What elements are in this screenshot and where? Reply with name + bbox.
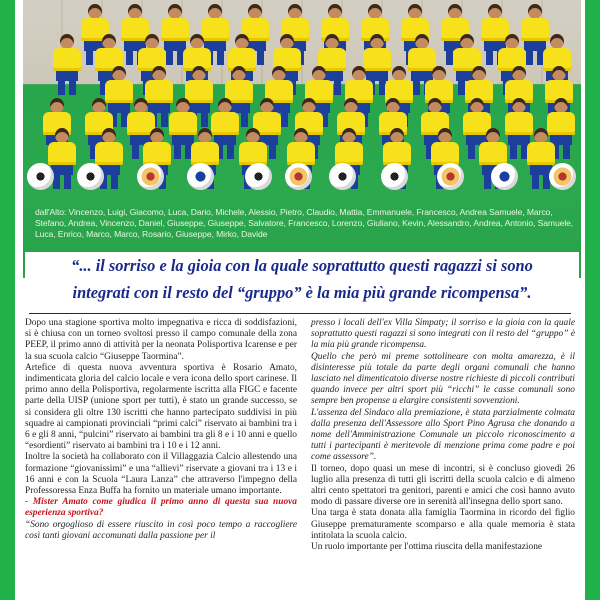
player-head [534,128,548,143]
soccer-ball [245,163,272,190]
soccer-ball [437,163,464,190]
player-shorts [524,41,546,51]
player-head [472,66,486,81]
player-shirt [48,142,76,165]
player-shorts [51,165,73,175]
soccer-ball [549,163,576,190]
player-head [50,98,64,113]
player-legs [526,51,544,65]
player-legs [58,81,76,95]
player-shirt [383,142,411,165]
article-column-left [25,318,297,542]
player-shirt [505,112,533,135]
player-head [438,128,452,143]
player-head [460,34,474,49]
player-head [134,98,148,113]
soccer-ball [137,163,164,190]
newspaper-page [15,0,585,600]
player-shirt [363,48,391,71]
player-shirt [211,112,239,135]
soccer-ball [285,163,312,190]
article-paragraph: Il torneo, dopo quasi un mese di incontri, si è concluso giovedì 26 luglio alla presenza di tutti gli iscritti della scuola calcio e di almeno altri cento spettatori tra genitori, parenti e amici che così hanno avuto modo di passare diverse ore in serenità all'insegna dello sport sano. [311,463,575,508]
player-legs [510,145,528,159]
article-paragraph: Inoltre la società ha collaborato con il Villaggazia Calcio allestendo una formazione “giovanissimi” e una “allievi” riservate a giovani tra i 13 e i 16 anni e con la Scuola “Laura Lanza” che attraverso l'impegno della Professoressa Enza Buffa ha fornito un materiale umano importante. [25,452,297,497]
player-shorts [164,41,186,51]
player-head [232,66,246,81]
article-column-right [311,318,575,553]
player-head [102,128,116,143]
article-paragraph: Artefice di questa nuova avventura sportiva è Rosario Amato, indimenticata gloria del calcio locale e vera icona dello sport carinese. Il primo anno della Polisportiva, regolarmente iscritta alla FIGC e facente parte della UISP (unione sport per tutti), è stato un grande successo, se si considera gli oltre 130 iscritti che hanno partecipato suddivisi in più squadre ai campionati provinciali “primi calci” riservato ai bambini tra i 6 e gli 8 anni, “pulcini” riservato ai bambini tra gli 8 e i 10 anni e quello “esordienti” riservato ai bambini tra i 10 e i 12 anni. [25,362,297,452]
player-head [280,34,294,49]
soccer-ball [77,163,104,190]
player-head [386,98,400,113]
interview-answer-continued: Quello che però mi preme sottolineare con molta amarezza, è il disinteresse più totale da parte degli organi comunali che hanno lasciato nel dimenticatoio diverse nostre richieste di piccoli contributi quando invece per altri sport più “ricchi” le casse comunali sono sempre ben propense a elargire consistenti sovvenzioni. [311,351,575,407]
player-head [88,4,102,19]
player-head [370,34,384,49]
player-shirt [527,142,555,165]
player-head [408,4,422,19]
player-shirt [143,142,171,165]
player-head [260,98,274,113]
interview-answer-continued: presso i locali dell'ex Villa Simpaty; il sorriso e la gioia con la quale soprattutto questi ragazzi si sono integrati con il resto del “gruppo” è la mia più grande ricompensa. [311,318,575,351]
player-shorts [172,135,194,145]
player-head [528,4,542,19]
player-head [552,66,566,81]
player-head [392,66,406,81]
player-head [352,66,366,81]
player-legs [53,175,71,189]
soccer-ball [27,163,54,190]
player-shirt [408,48,436,71]
player-head [288,4,302,19]
article-paragraph: Una targa è stata donata alla famiglia Taormina in ricordo del figlio Giuseppe prematuramente scomparso e alla quale memoria è stata intitolata la scuola calcio. [311,508,575,541]
player-head [312,66,326,81]
player-head [248,4,262,19]
player-shirt [169,112,197,135]
player-head [428,98,442,113]
player-head [302,98,316,113]
player-shirt [287,142,315,165]
player-shorts [508,135,530,145]
player-legs [166,51,184,65]
player-head [342,128,356,143]
player-head [505,34,519,49]
player-head [145,34,159,49]
player-head [512,66,526,81]
player-head [152,66,166,81]
player-head [554,98,568,113]
soccer-ball [329,163,356,190]
player-shirt [53,48,81,71]
soccer-ball [187,163,214,190]
player-head [192,66,206,81]
player-shirt [145,80,173,103]
team-photo [23,0,581,278]
player-head [328,4,342,19]
player-head [112,66,126,81]
player-head [488,4,502,19]
player-shirt [161,18,189,41]
player-head [448,4,462,19]
player-head [92,98,106,113]
player-head [246,128,260,143]
player-head [486,128,500,143]
player-shirt [191,142,219,165]
soccer-ball [381,163,408,190]
player-shirt [479,142,507,165]
player-head [368,4,382,19]
player-head [432,66,446,81]
article-paragraph: Un ruolo importante per l'ottima riuscita della manifestazione [311,542,543,553]
player-shirt [335,142,363,165]
player-head [150,128,164,143]
player-head [325,34,339,49]
player-head [235,34,249,49]
pull-quote-line-1: “... il sorriso e la gioia con la quale soprattutto questi ragazzi si sono [25,252,579,279]
player-shirt [95,142,123,165]
player-head [415,34,429,49]
player-shorts [56,71,78,81]
player-head [60,34,74,49]
player-legs [174,145,192,159]
player-head [550,34,564,49]
player-shirt [201,18,229,41]
interview-question: - Mister Amato come giudica il primo anno di questa sua nuova esperienza sportiva? [25,497,297,519]
player-shirt [431,142,459,165]
player-head [470,98,484,113]
player-head [344,98,358,113]
player-shirt [521,18,549,41]
player-head [272,66,286,81]
soccer-ball [491,163,518,190]
player-legs [532,175,550,189]
player-shorts [108,103,130,113]
photo-caption-names: dall'Alto: Vincenzo, Luigi, Giacomo, Luca, Dario, Michele, Alessio, Pietro, Claudio, Mattia, Emmanuele, Francesco, Andrea Samuele, Marco, Stefano, Andrea, Vincenzo, Daniel, Giuseppe, Giuseppe, Salvatore, Francesco, Lorenzo, Giuliano, Kevin, Alessandro, Andrea, Antonio, Samuele, Luca, Enrico, Marco, Marco, Rosario, Giuseppe, Mirko, Davide [35,207,574,239]
pull-quote-line-2: integrati con il resto del “gruppo” è la mia più grande ricompensa”. [72,283,532,302]
player-head [294,128,308,143]
player-head [55,128,69,143]
pull-quote [29,252,575,306]
player-head [176,98,190,113]
player-head [168,4,182,19]
player-shirt [547,112,575,135]
section-divider [29,313,571,314]
player-head [512,98,526,113]
player-head [218,98,232,113]
player-head [390,128,404,143]
player-head [102,34,116,49]
player-shirt [105,80,133,103]
article-paragraph: Dopo una stagione sportiva molto impegnativa e ricca di soddisfazioni, si è chiusa con un torneo svoltosi presso il campo comunale della zona PEEP, il primo anno di attività per la neonata Polisportiva Icarense e per la sua scuola calcio “Giuseppe Taormina”. [25,318,297,362]
player-head [208,4,222,19]
player-head [198,128,212,143]
player-head [128,4,142,19]
player-head [190,34,204,49]
player-shirt [239,142,267,165]
interview-answer: “Sono orgoglioso di essere riuscito in così poco tempo a raccogliere così tanti giovani accomunati dalla passione per il [25,519,297,541]
player-shirt [185,80,213,103]
interview-answer-continued: L'assenza del Sindaco alla premiazione, è stata parzialmente colmata dalla presenza dell'Assessore allo Sport Pino Agrusa che donando a nome dell'Amministrazione Comunale un piccolo riconoscimento a tutti i partecipanti è meritevole di menzione prima come padre e poi come assessore”. [311,407,575,463]
